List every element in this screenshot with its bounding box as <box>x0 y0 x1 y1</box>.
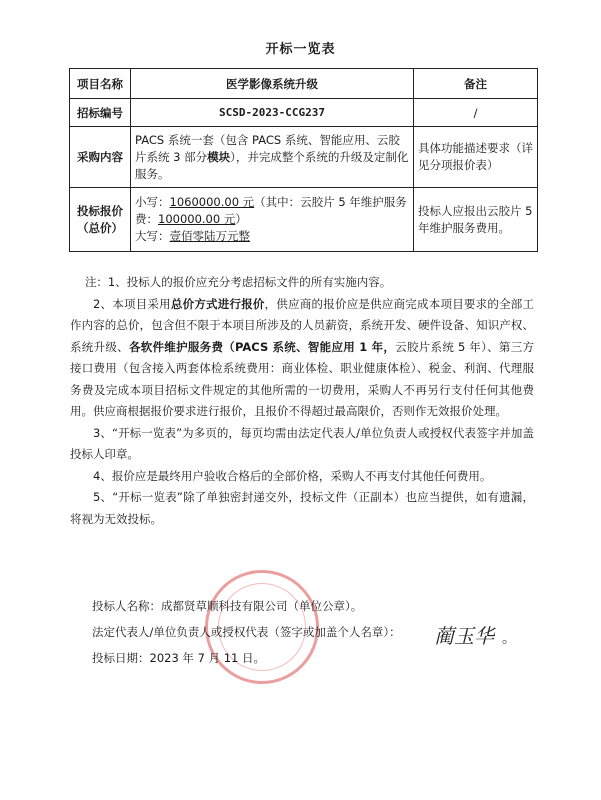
tender-number-label: 招标编号 <box>70 99 131 127</box>
bid-price-label <box>70 188 131 252</box>
signature-mark: 。 <box>502 631 516 647</box>
procurement-remark: 具体功能描述要求（详见分项报价表） <box>414 127 538 188</box>
tender-number-value: SCSD-2023-CCG237 <box>131 99 414 127</box>
project-name-value: 医学影像系统升级 <box>131 69 414 99</box>
note-5: 5、“开标一览表”除了单独密封递交外，投标文件（正副本）也应当提供，如有遗漏，将视为无效投标。 <box>70 490 534 526</box>
note-2 <box>70 294 534 423</box>
page-title: 开标一览表 <box>265 42 336 57</box>
project-name-label: 项目名称 <box>70 69 131 99</box>
note-1: 注：1、投标人的报价应充分考虑招标文件的所有实施内容。 <box>84 275 392 289</box>
note-2-bold: 总价方式进行报价 <box>170 296 265 311</box>
procurement-text-bold: 模块 <box>207 149 231 164</box>
bid-date: 投标日期：2023 年 7 月 11 日。 <box>92 651 265 665</box>
maintenance-text: （其中：云胶片 5 年维护服务费： <box>135 195 407 226</box>
note-2-a: 2、本项目采用 <box>93 296 171 311</box>
procurement-label: 采购内容 <box>70 127 131 188</box>
note-2-c: ，供应商的报价应是供应商完成本项目要求的全部工作内容的总价，包含但不限于本项目所涉及的人员薪资，系统开发、硬件设备、知识产权、系统升级、 <box>70 296 535 354</box>
bid-price-remark: 投标人应报出云胶片 5 年维护服务费用。 <box>414 188 538 252</box>
procurement-content <box>131 127 414 188</box>
remark-header: 备注 <box>414 69 538 99</box>
procurement-text: PACS 系统一套（包含 PACS 系统、智能应用、云胶片系统 3 部分 <box>135 132 400 164</box>
bidder-name: 投标人名称：成都贤草顺科技有限公司（单位公章）。 <box>92 599 363 613</box>
bid-price-value <box>131 188 414 252</box>
lowercase-amount: 1060000.00 元 <box>169 195 255 209</box>
notes-section <box>70 272 534 530</box>
procurement-text-end: ），并完成整个系统的升级及定制化服务。 <box>135 149 409 181</box>
lowercase-label: 小写： <box>135 195 170 209</box>
maintenance-amount: 100000.00 元 <box>158 212 236 226</box>
note-2-bold-2: 各软件维护服务费（PACS 系统、智能应用 1 年， <box>128 339 396 354</box>
handwritten-signature <box>434 620 516 649</box>
table-row <box>70 188 538 252</box>
tender-number-remark: / <box>414 99 538 127</box>
table-row <box>70 99 538 127</box>
table-row <box>70 69 538 99</box>
signature-text: 蔺玉华 <box>434 624 494 648</box>
bid-price-label-line2: （总价） <box>77 220 123 235</box>
uppercase-label: 大写： <box>135 229 170 243</box>
uppercase-amount: 壹佰零陆万元整 <box>169 229 250 243</box>
table-row <box>70 127 538 188</box>
note-3: 3、“开标一览表”为多页的，每页均需由法定代表人/单位负责人或授权代表签字并加盖投标人印章。 <box>70 425 534 461</box>
representative-line: 法定代表人/单位负责人或授权代表（签字或加盖个人名章）： <box>92 625 401 639</box>
note-2-e: 云胶片系统 5 年）、第三方接口费用（包含接入两套体检系统费用：商业体检、职业健康体检）、税金、利润、代理服务费及完成本项目招标文件规定的其他所需的一切费用，采购人不再另行支付任何其他费用。供应商根据报价要求进行报价，且报价不得超过最高限价，否则作无效报价处理。 <box>70 339 534 418</box>
bid-price-label-line1: 投标报价 <box>77 203 123 218</box>
bid-summary-table <box>69 68 538 252</box>
note-4: 4、报价应是最终用户验收合格后的全部价格，采购人不再支付其他任何费用。 <box>93 468 492 483</box>
maintenance-close: ） <box>235 212 247 226</box>
